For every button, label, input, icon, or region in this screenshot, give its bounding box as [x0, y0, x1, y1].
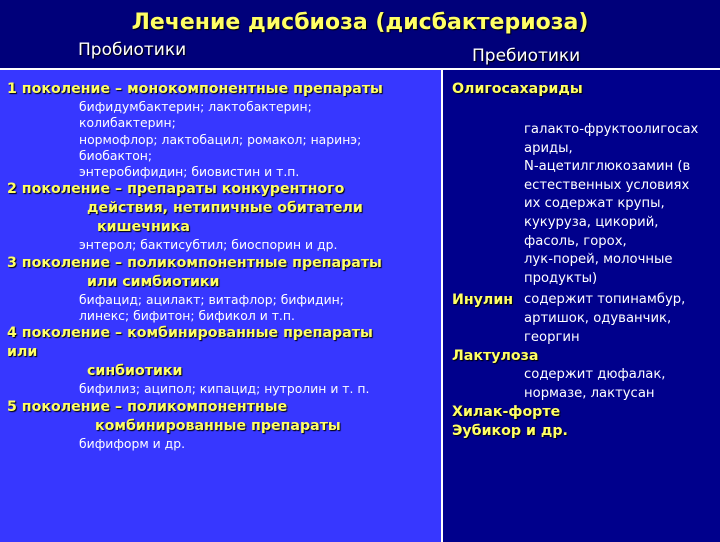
oligo-line: продукты) — [524, 270, 598, 286]
oligo-line: ариды, — [524, 140, 573, 156]
gen1-line: нормофлор; лактобацил; ромакол; наринэ; — [79, 131, 362, 147]
oligo-line: естественных условиях — [524, 177, 690, 193]
gen3-line: линекс; бифитон; бификол и т.п. — [79, 308, 295, 324]
column-header-prebiotics: Пребиотики — [472, 46, 581, 66]
oligosaccharides-list — [452, 99, 714, 288]
gen5-line: бифиформ и др. — [79, 435, 186, 451]
gen1-line: энтеробифидин; биовистин и т.п. — [79, 164, 300, 180]
oligo-line: их содержат крупы, — [524, 196, 665, 212]
gen2-heading — [7, 180, 435, 237]
slide-title: Лечение дисбиоза (дисбактериоза) — [131, 10, 589, 35]
gen5-heading-line: комбинированные препараты — [95, 417, 341, 434]
eubikor-label: Эубикор и др. — [452, 423, 568, 440]
gen2-heading-line: действия, нетипичные обитатели — [87, 200, 363, 217]
gen4-line: бифилиз; аципол; кипацид; нутролин и т. п. — [79, 381, 370, 397]
gen5-list — [7, 436, 435, 452]
gen3-list — [7, 292, 435, 325]
inulin-line: артишок, одуванчик, — [524, 310, 672, 326]
column-header-probiotics: Пробиотики — [78, 40, 187, 60]
gen3-heading-line: 3 поколение – поликомпонентные препараты — [7, 254, 382, 271]
oligosaccharides-heading: Олигосахариды — [452, 81, 583, 97]
gen2-line: энтерол; бактисубтил; биоспорин и др. — [79, 237, 338, 253]
gen1-line: бифидумбактерин; лактобактерин; — [79, 99, 312, 114]
oligo-line: галакто-фруктоолигосах — [524, 122, 699, 137]
inulin-line: георгин — [524, 329, 580, 345]
gen2-heading-line: кишечника — [97, 219, 190, 236]
gen2-heading-line: 2 поколение – препараты конкурентного — [7, 181, 345, 198]
oligo-line: кукуруза, цикорий, — [524, 214, 659, 230]
oligo-line: лук-порей, молочные — [524, 252, 673, 268]
lactulose-list — [452, 366, 714, 403]
gen1-line: колибактерин; — [79, 115, 176, 131]
treatment-table — [0, 68, 720, 542]
lactulose-heading: Лактулоза — [452, 348, 539, 365]
gen5-heading — [7, 398, 435, 436]
gen4-heading-line: 4 поколение – комбинированные препараты — [7, 325, 373, 342]
oligo-line: фасоль, горох, — [524, 233, 627, 249]
inulin-line: содержит топинамбур, — [524, 292, 686, 308]
gen4-heading-line: или — [7, 344, 38, 361]
gen2-list — [7, 237, 435, 253]
gen3-line: бифацид; ацилакт; витафлор; бифидин; — [79, 291, 344, 307]
gen4-heading — [7, 324, 435, 381]
gen3-heading — [7, 254, 435, 292]
gen4-list — [7, 381, 435, 397]
lactulose-line: содержит дюфалак, — [524, 367, 666, 383]
gen4-heading-line: синбиотики — [87, 363, 183, 380]
gen1-heading-text: 1 поколение – монокомпонентные препараты — [7, 81, 383, 97]
probiotics-cell — [0, 70, 443, 542]
gen1-list — [7, 99, 435, 180]
lactulose-line: нормазе, лактусан — [524, 385, 655, 401]
gen3-heading-line: или симбиотики — [87, 273, 220, 290]
prebiotics-cell — [443, 70, 720, 542]
oligo-line: N-ацетилглюкозамин (в — [524, 159, 691, 175]
gen1-line: биобактон; — [79, 147, 153, 163]
inulin-heading: Инулин — [452, 292, 514, 309]
hilak-forte-label: Хилак-форте — [452, 404, 561, 421]
gen5-heading-line: 5 поколение – поликомпонентные — [7, 398, 288, 415]
gen1-heading — [7, 80, 435, 99]
